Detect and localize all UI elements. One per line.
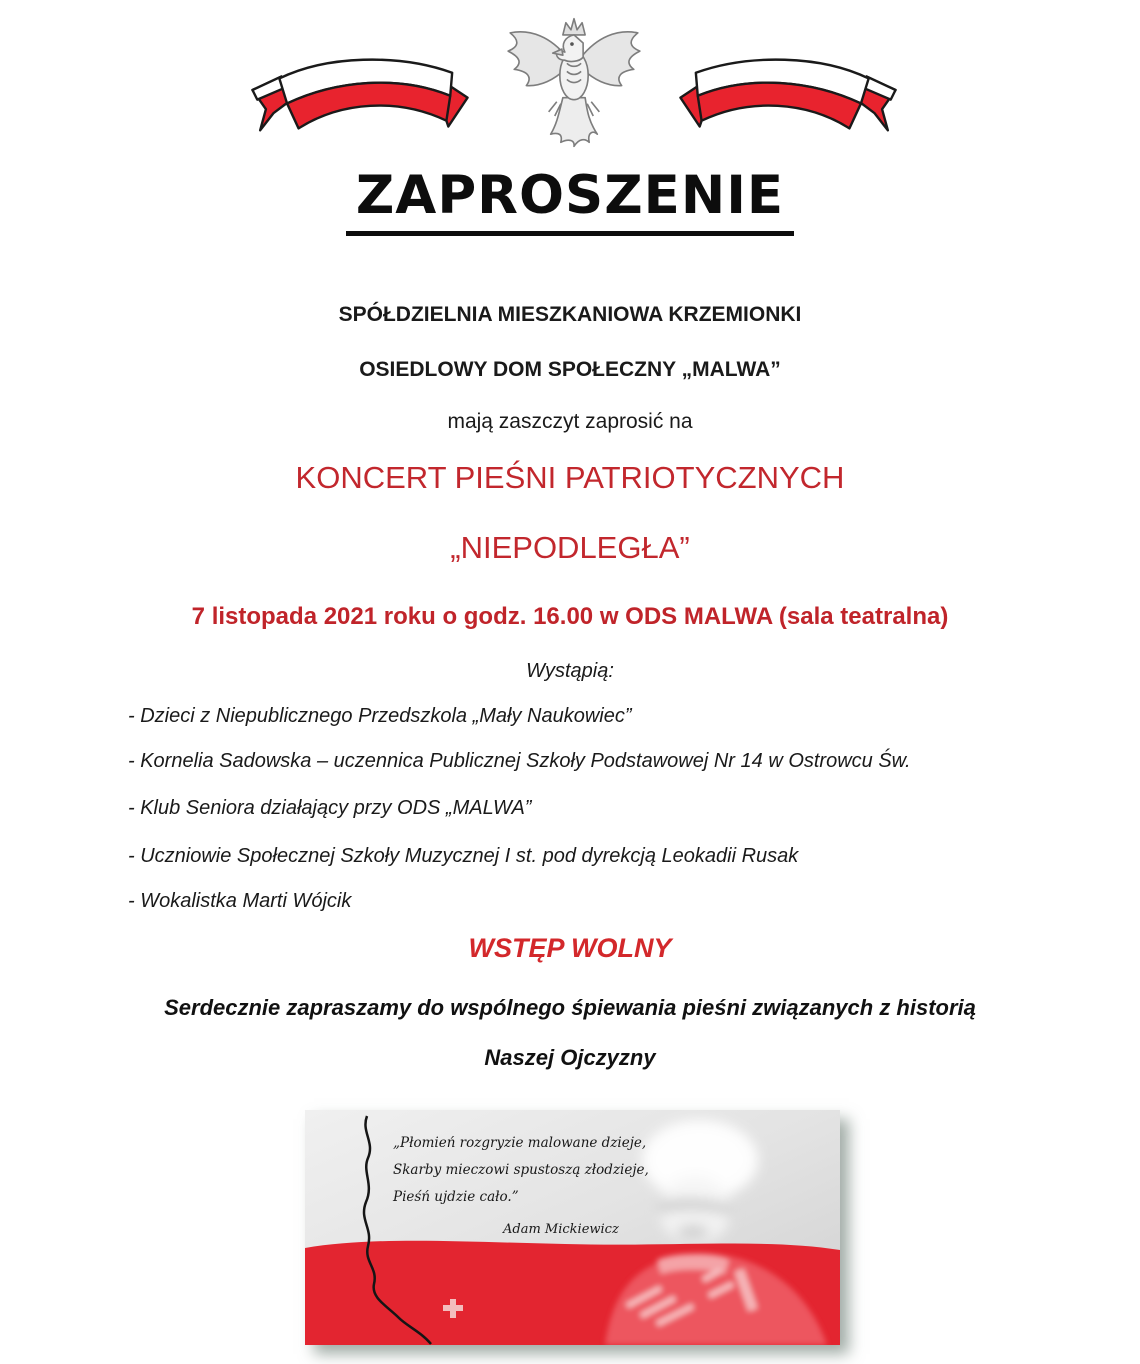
event-photo: [305, 1110, 840, 1345]
event-datetime: 7 listopada 2021 roku o godz. 16.00 w ODS MALWA (sala teatralna): [191, 603, 949, 630]
admission-note: WSTĘP WOLNY: [468, 933, 672, 963]
performer-item: - Klub Seniora działający przy ODS „MALWA”: [128, 797, 532, 819]
closing-line-1: Serdecznie zapraszamy do wspólnego śpiewania pieśni związanych z historią: [164, 995, 976, 1020]
title-row: [0, 165, 1140, 236]
flag-ribbon-right-icon: [672, 42, 904, 138]
performer-item: - Wokalistka Marti Wójcik: [128, 890, 352, 912]
closing-line-2: Naszej Ojczyzny: [484, 1045, 656, 1070]
performer-item: - Dzieci z Niepublicznego Przedszkola „Mały Naukowiec”: [128, 705, 632, 727]
photo-quote-author: Adam Mickiewicz: [503, 1222, 619, 1237]
photo-quote-line-3: Pieśń ujdzie cało.”: [393, 1189, 519, 1205]
org-line-2: OSIEDLOWY DOM SPOŁECZNY „MALWA”: [359, 358, 781, 381]
performer-item: - Uczniowie Społecznej Szkoły Muzycznej I st. pod dyrekcją Leokadii Rusak: [128, 845, 799, 867]
photo-quote-line-2: Skarby mieczowi spustoszą złodzieje,: [393, 1162, 649, 1178]
page-title: ZAPROSZENIE: [346, 168, 794, 236]
flag-ribbon-left-icon: [244, 42, 476, 138]
performer-item: - Kornelia Sadowska – uczennica Publicznej Szkoły Podstawowej Nr 14 w Ostrowcu Św.: [128, 750, 911, 772]
event-subtitle: „NIEPODLEGŁA”: [450, 530, 690, 565]
event-title: KONCERT PIEŚNI PATRIOTYCZNYCH: [295, 460, 845, 495]
org-line-1: SPÓŁDZIELNIA MIESZKANIOWA KRZEMIONKI: [338, 303, 802, 326]
polish-eagle-icon: [498, 12, 650, 150]
photo-quote-line-1: „Płomień rozgryzie malowane dzieje,: [393, 1135, 647, 1151]
performers-heading: Wystąpią:: [526, 660, 614, 682]
photo-quote: [393, 1130, 653, 1211]
invite-line: mają zaszczyt zaprosić na: [447, 410, 693, 433]
